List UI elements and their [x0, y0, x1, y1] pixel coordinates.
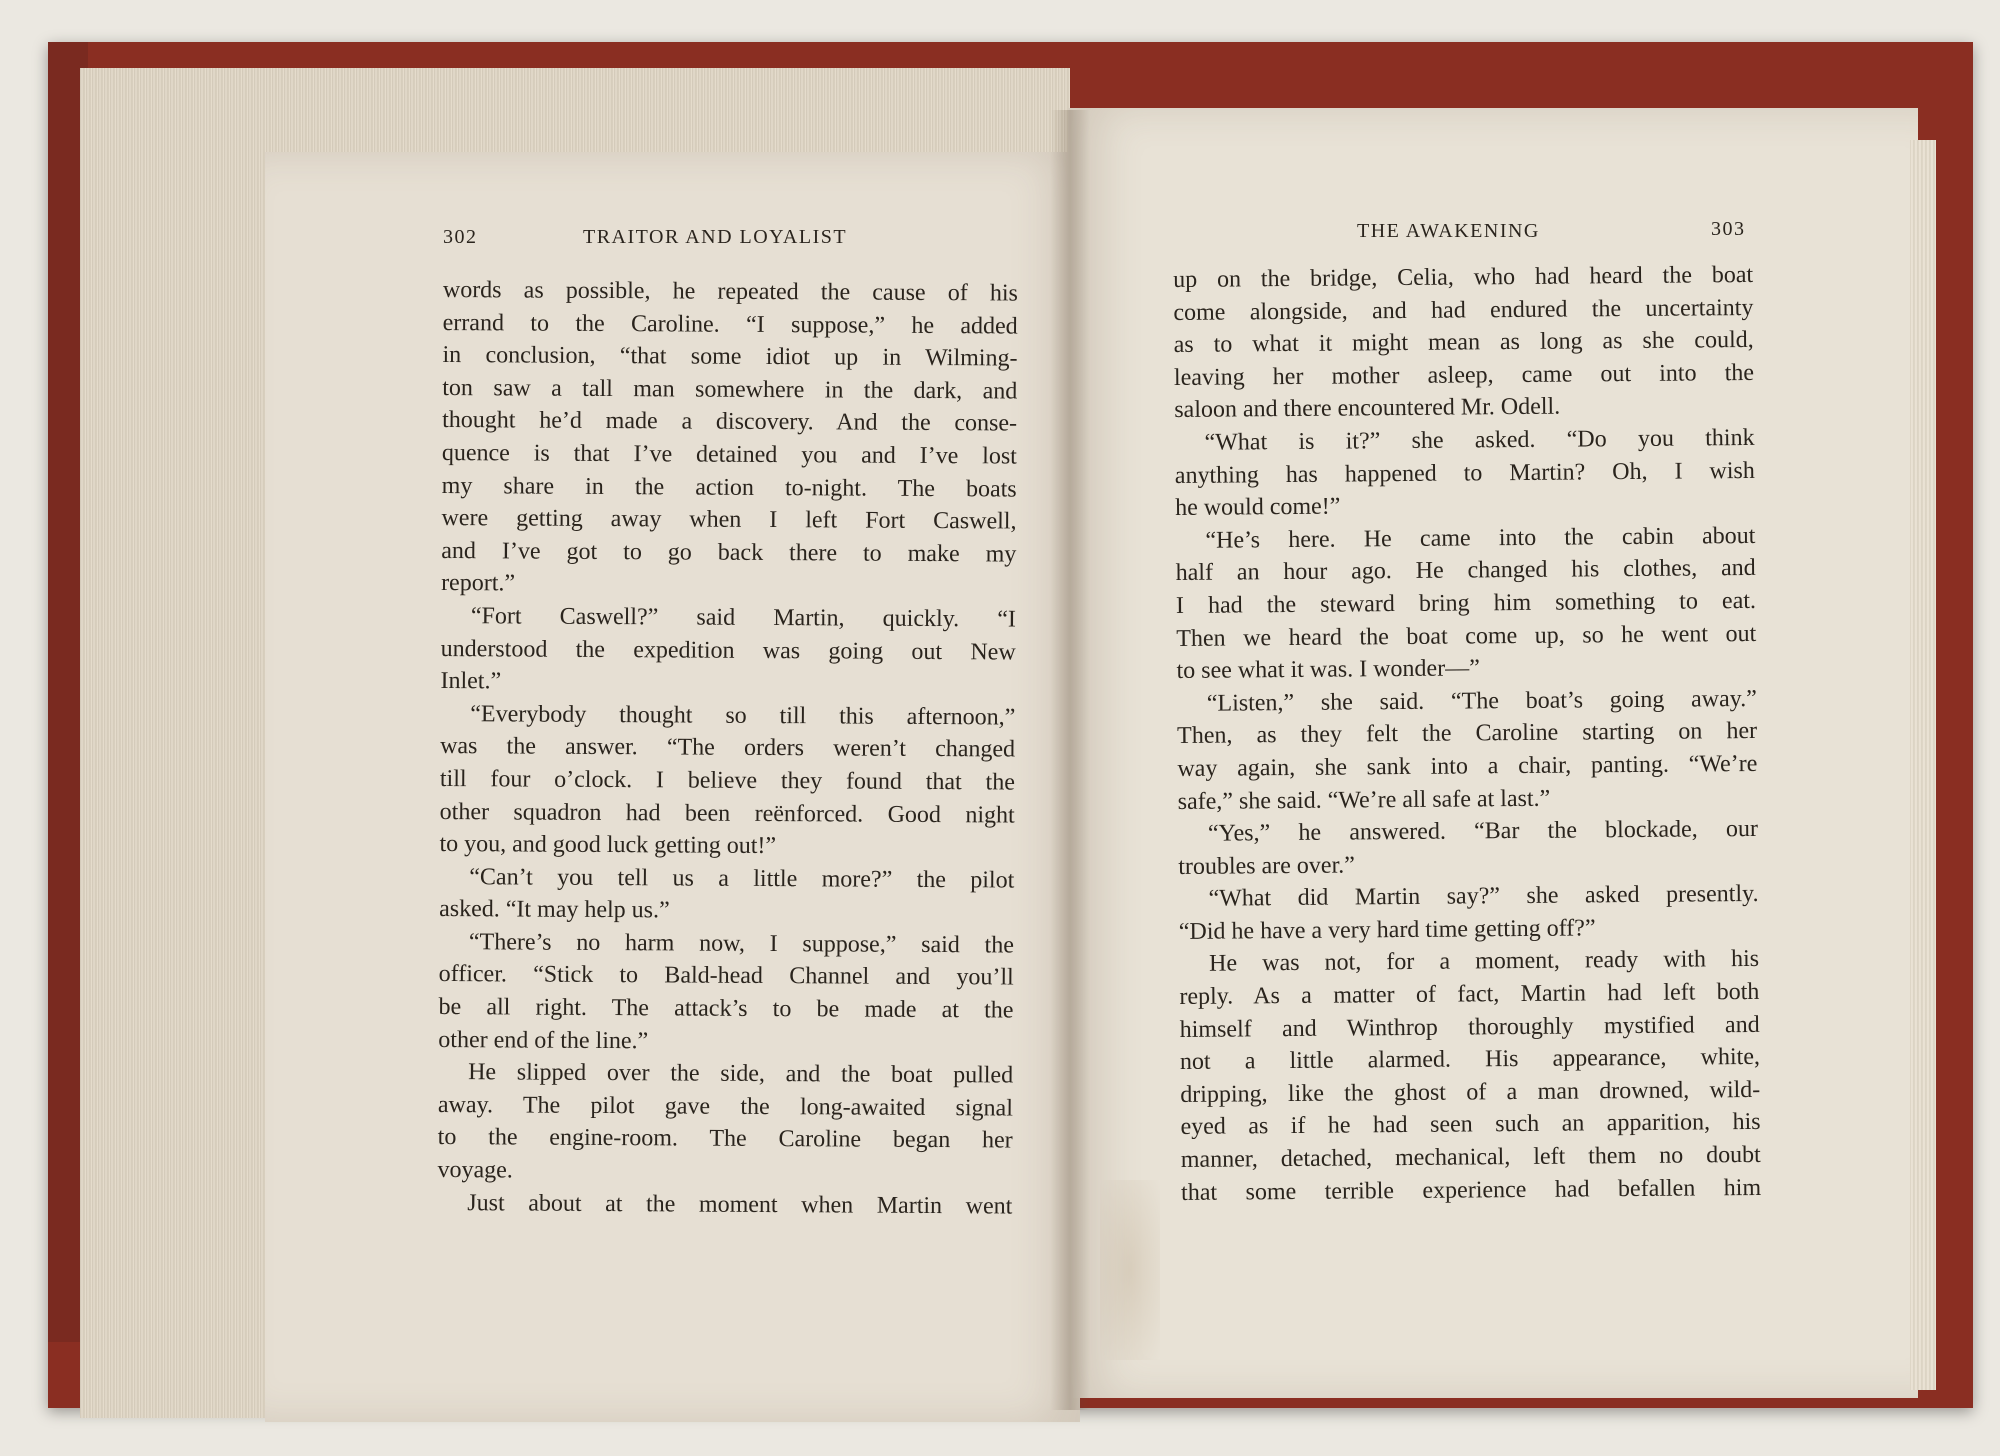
text-line: ton saw a tall man somewhere in the dark, and [442, 374, 1018, 405]
text-line: errand to the Caroline. “I suppose,” he added [442, 309, 1018, 340]
text-line: and I’ve got to go back there to make my [441, 537, 1017, 568]
text-line: eyed as if he had seen such an apparition, his [1180, 1109, 1761, 1141]
text-line: I had the steward bring him something to eat. [1175, 587, 1757, 619]
text-line: as to what it might mean as long as she could, [1173, 327, 1754, 359]
text-line: away. The pilot gave the long-awaited signal [437, 1091, 1013, 1122]
text-line: Then we heard the boat come up, so he went out [1176, 620, 1757, 652]
text-line: safe,” she said. “We’re all safe at last.” [1177, 785, 1551, 815]
text-line: manner, detached, mechanical, left them no doubt [1180, 1141, 1761, 1173]
text-line: my share in the action to-night. The boats [441, 472, 1017, 503]
text-line: come alongside, and had endured the uncertainty [1173, 294, 1754, 326]
text-line: other squadron had been reënforced. Good night [439, 798, 1015, 829]
text-line: half an hour ago. He changed his clothes, and [1175, 555, 1756, 587]
text-line: He was not, for a moment, ready with his [1208, 946, 1760, 978]
text-line: report.” [441, 570, 516, 597]
right-page-number: 303 [1711, 218, 1746, 240]
text-line: officer. “Stick to Bald-head Channel and you’ll [438, 961, 1014, 991]
text-line: to see what it was. I wonder—” [1176, 655, 1480, 685]
text-line: Just about at the moment when Martin went [467, 1189, 1013, 1220]
text-line: “He’s here. He came into the cabin about [1205, 522, 1756, 554]
text-line: reply. As a matter of fact, Martin had left both [1179, 978, 1760, 1011]
text-line: not a little alarmed. His appearance, white, [1179, 1044, 1761, 1076]
text-line: “Fort Caswell?” said Martin, quickly. “I [470, 603, 1016, 633]
text-line: Inlet.” [440, 668, 502, 695]
text-line: dripping, like the ghost of a man drowned, wild- [1180, 1076, 1761, 1108]
text-line: leaving her mother asleep, came out into the [1173, 359, 1755, 391]
text-line: words as possible, he repeated the cause of his [442, 276, 1018, 307]
text-line: asked. “It may help us.” [439, 896, 670, 924]
text-line: up on the bridge, Celia, who had heard the boat [1173, 261, 1754, 293]
text-line: to you, and good luck getting out!” [439, 831, 777, 860]
text-line: in conclusion, “that some idiot up in Wilming- [442, 342, 1018, 372]
text-line: “Yes,” he answered. “Bar the blockade, our [1207, 816, 1759, 847]
text-line: was the answer. “The orders weren’t changed [440, 733, 1016, 763]
text-line: he would come!” [1175, 493, 1341, 522]
text-line: “Listen,” she said. “The boat’s going away.” [1206, 685, 1757, 717]
text-line: understood the expedition was going out New [440, 635, 1016, 666]
text-line: quence is that I’ve detained you and I’ve lost [441, 439, 1017, 470]
text-line: “There’s no harm now, I suppose,” said the [468, 929, 1014, 959]
text-line: be all right. The attack’s to be made at the [438, 994, 1014, 1024]
text-line: He slipped over the side, and the boat pulled [468, 1059, 1014, 1089]
text-line: “Everybody thought so till this afternoon,” [470, 700, 1016, 731]
text-line: thought he’d made a discovery. And the conse- [442, 407, 1018, 437]
text-line: Then, as they felt the Caroline starting on her [1177, 718, 1758, 750]
text-line: “Did he have a very hard time getting off?” [1178, 915, 1596, 945]
text-line: himself and Winthrop thoroughly mystified and [1179, 1011, 1760, 1043]
left-running-head: TRAITOR AND LOYALIST [583, 226, 848, 248]
text-line: way again, she sank into a chair, panting. “We’re [1177, 750, 1758, 782]
text-line: were getting away when I left Fort Caswell, [441, 505, 1017, 535]
text-line: anything has happened to Martin? Oh, I wish [1174, 457, 1755, 489]
book-gutter [1050, 110, 1090, 1410]
text-line: “Can’t you tell us a little more?” the pilot [469, 863, 1015, 894]
text-line: till four o’clock. I believe they found that the [439, 765, 1015, 796]
text-line: other end of the line.” [438, 1026, 649, 1054]
text-line: to the engine-room. The Caroline began her [437, 1124, 1013, 1154]
text-line: “What did Martin say?” she asked presently. [1208, 881, 1759, 912]
text-line: voyage. [437, 1157, 513, 1184]
right-page-body [1173, 259, 1761, 1209]
left-page-body [437, 274, 1018, 1223]
text-line: saloon and there encountered Mr. Odell. [1174, 394, 1561, 424]
text-line: that some terrible experience had befallen him [1180, 1174, 1762, 1206]
text-line: “What is it?” she asked. “Do you think [1204, 424, 1755, 456]
left-page-number: 302 [443, 226, 478, 248]
page-stain [1100, 1180, 1160, 1360]
page-edges-right [1910, 140, 1936, 1390]
right-running-head: THE AWAKENING [1357, 220, 1540, 242]
text-line: troubles are over.” [1178, 852, 1355, 880]
